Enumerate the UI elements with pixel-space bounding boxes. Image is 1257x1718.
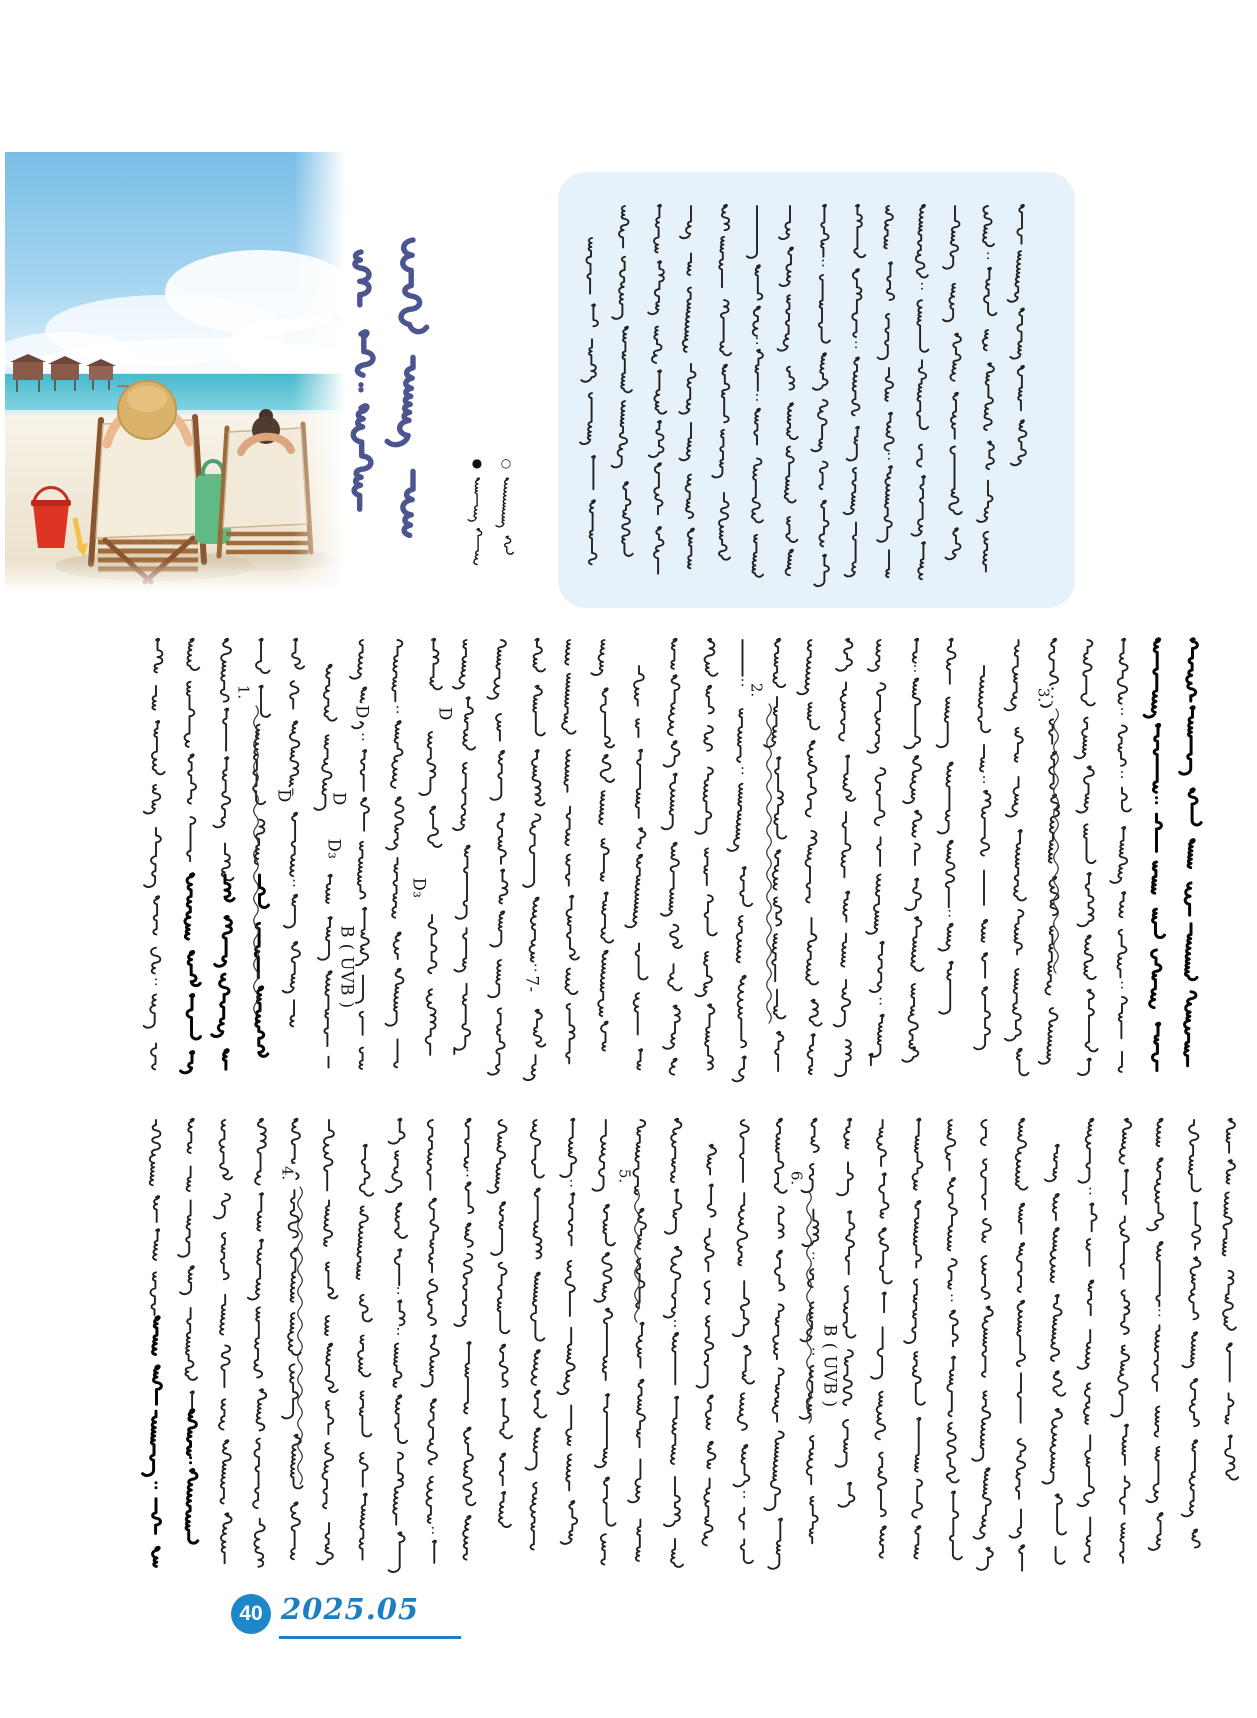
section-number: 5. (615, 1168, 634, 1184)
section-number: 1. (234, 684, 253, 700)
section-number: 3. (1034, 687, 1053, 703)
issue-label: 2025.05 (281, 1592, 420, 1626)
latin-fragment: 7- (522, 975, 542, 993)
section-number: 2. (747, 682, 766, 698)
latin-fragment: B ( UVB ) (337, 925, 357, 1009)
latin-fragment: D (274, 789, 294, 803)
author-bullet-filled: ● (471, 456, 483, 470)
lede-box (558, 172, 1075, 608)
beach-photo (5, 152, 345, 592)
latin-fragment: D₃ (324, 838, 344, 860)
section-number: 4. (278, 1165, 297, 1181)
latin-fragment: D (329, 792, 349, 806)
latin-fragment: B ( UVB ) (820, 1324, 840, 1408)
latin-fragment: D (352, 705, 372, 719)
footer-rule (279, 1636, 461, 1639)
latin-fragment: D₃ (409, 877, 429, 899)
section-number: 6. (787, 1170, 806, 1186)
editor-bullet-open: ○ (500, 456, 512, 470)
latin-fragment: D (435, 707, 455, 721)
page-number-badge: 40 (231, 1594, 271, 1634)
